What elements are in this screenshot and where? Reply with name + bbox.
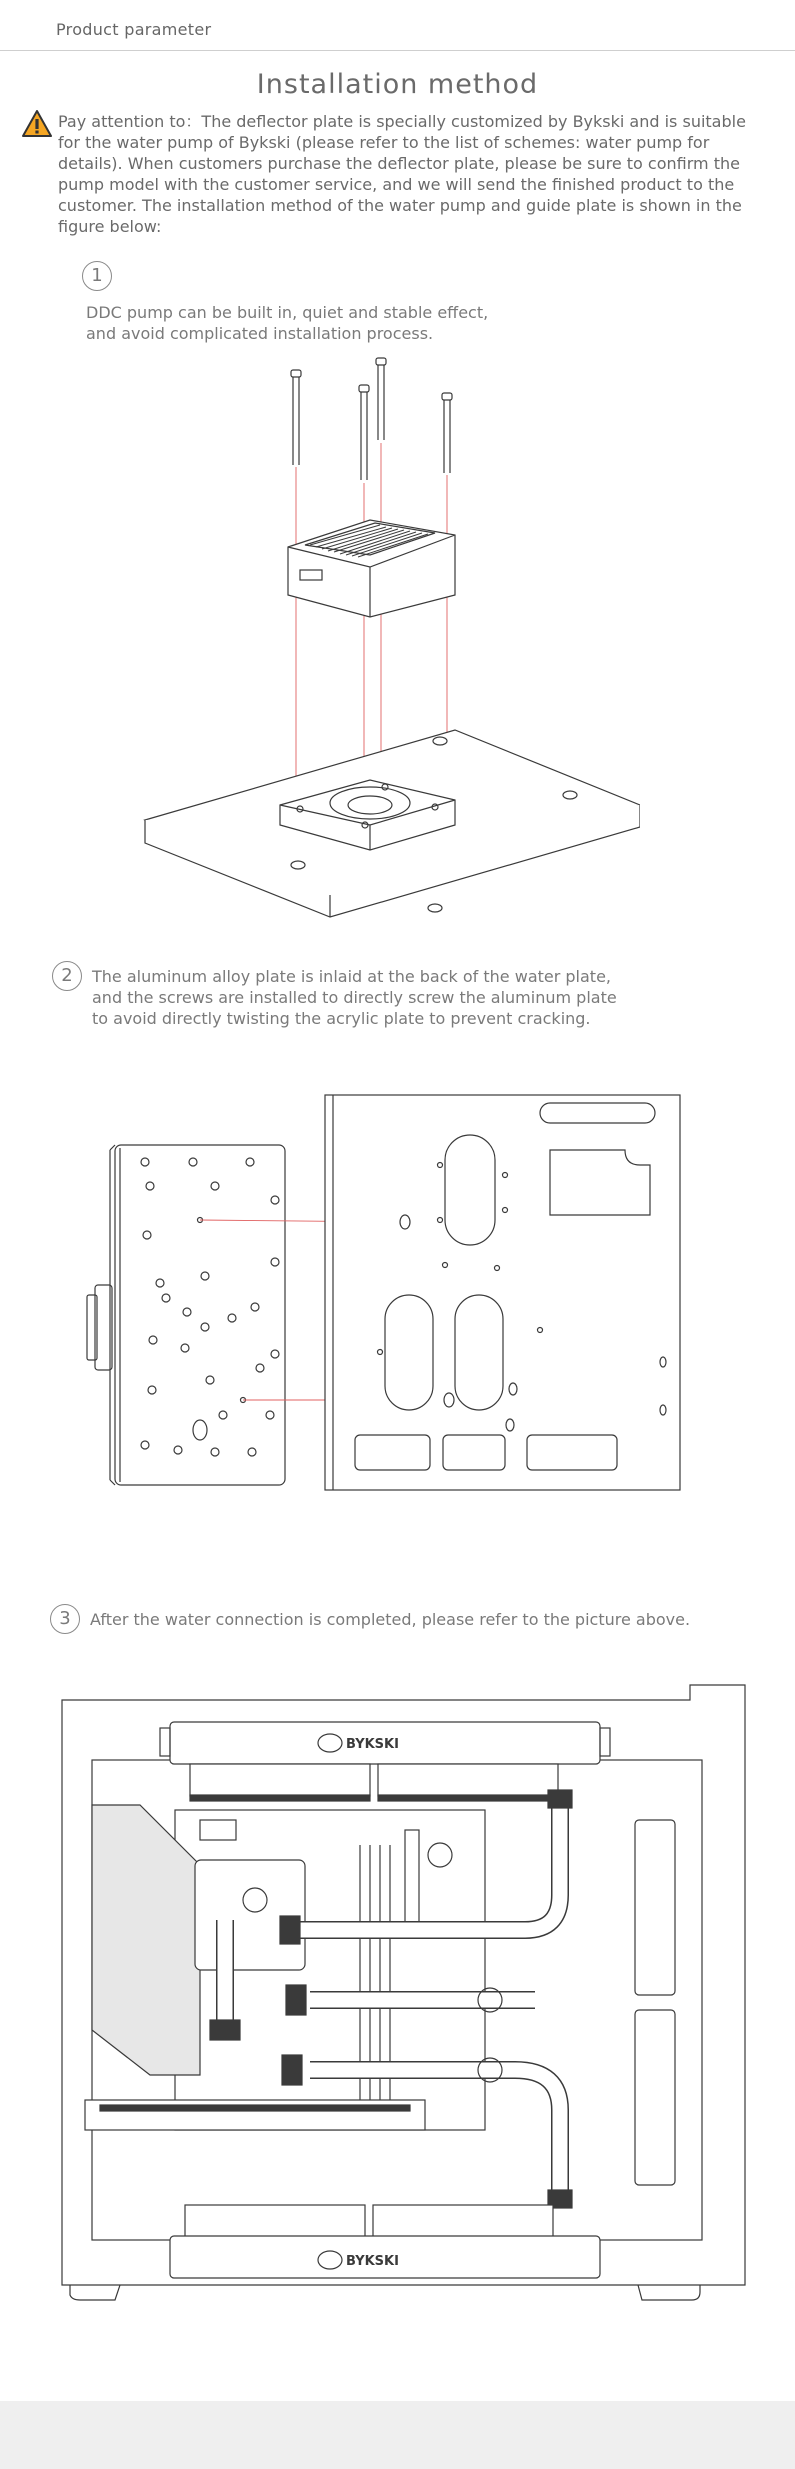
svg-text:BYKSKI: BYKSKI [346, 2254, 399, 2269]
step-2-number: 2 [52, 961, 82, 991]
step-3-number: 3 [50, 1604, 80, 1634]
notice-text: Pay attention to：The deflector plate is specially customized by Bykski and is suitable for the water pump of Bykski (please refer to the list of schemes: water pump for details). When customers purchase the deflector plate, please be sure to confirm the pump model with the customer service, and we will send the finished product to the customer. The installation method of the water pump and guide plate is shown in the figure below: [58, 112, 746, 236]
section-title: Installation method [256, 69, 539, 100]
header-bar [0, 0, 795, 51]
step-3-text: After the water connection is completed, please refer to the picture above. [90, 1610, 691, 1629]
footer-band [0, 2401, 795, 2469]
warning-icon [21, 109, 53, 139]
aluminum-plate-figure [65, 1090, 695, 1500]
header-title: Product parameter [56, 20, 212, 39]
gpu-waterblock-icon [85, 2100, 425, 2130]
radiator-icon [160, 1722, 610, 1801]
step-1-number: 1 [82, 261, 112, 291]
aluminum-plate-icon [87, 1145, 285, 1485]
cpu-waterblock-icon [195, 1860, 305, 1970]
step-1-text: DDC pump can be built in, quiet and stable effect, and avoid complicated installation process. [86, 303, 489, 343]
pump-installation-figure [140, 355, 640, 935]
water-plate-icon [325, 1095, 680, 1490]
water-cooling-build-figure [60, 1680, 750, 2320]
step-2-text: The aluminum alloy plate is inlaid at the back of the water plate, and the screws are installed to directly screw the aluminum plate to avoid directly twisting the acrylic plate to prevent cracking. [92, 967, 617, 1028]
svg-text:BYKSKI: BYKSKI [346, 1737, 399, 1752]
screw-icon [291, 358, 452, 480]
